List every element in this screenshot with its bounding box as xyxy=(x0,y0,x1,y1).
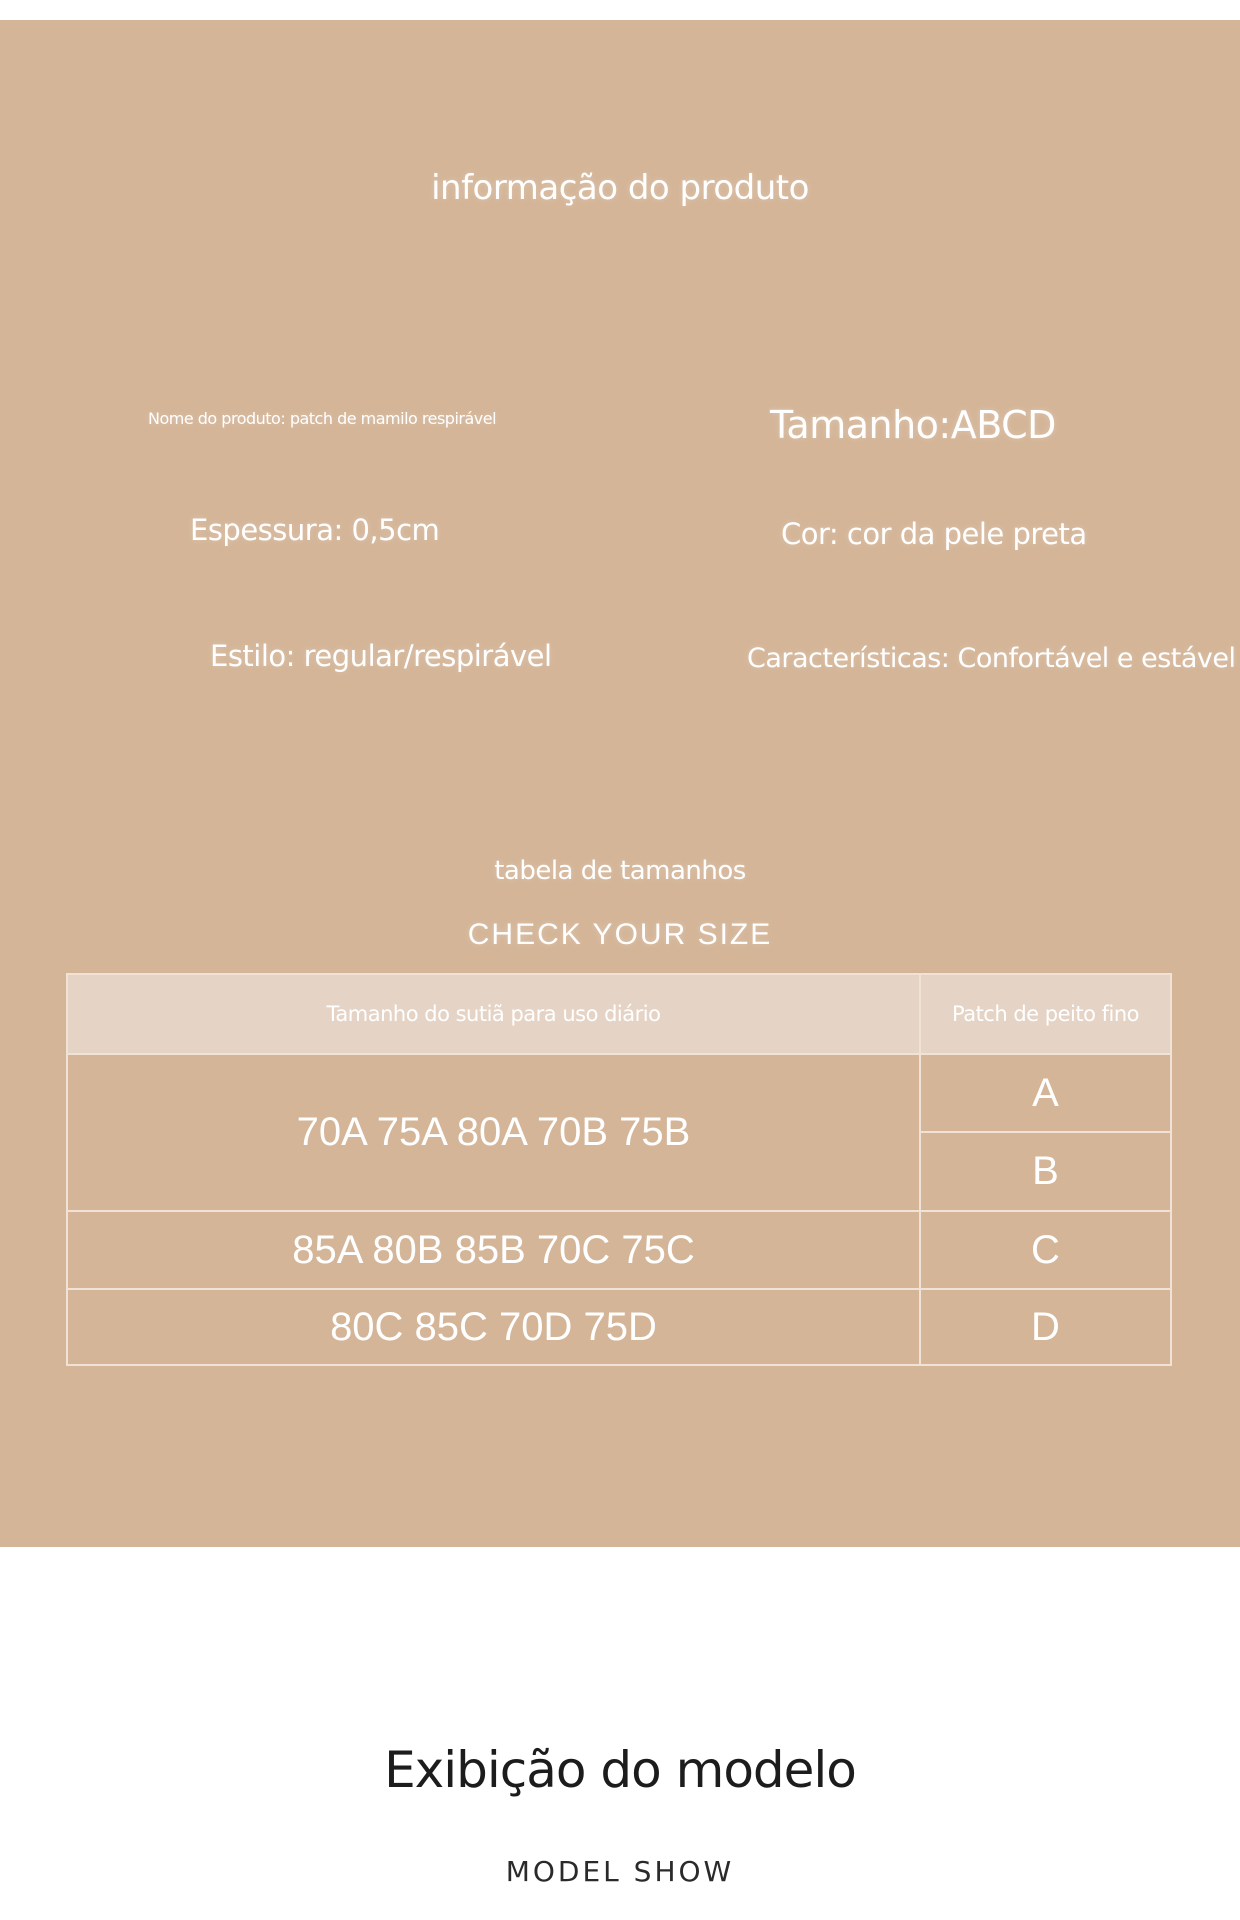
table-cell-bra-sizes: 80C 85C 70D 75D xyxy=(330,1304,657,1349)
size-table xyxy=(66,973,1172,1366)
product-size-spec: Tamanho:ABCD xyxy=(770,403,1056,447)
table-cell-patch: C xyxy=(1031,1227,1060,1272)
product-features-spec: Características: Confortável e estável xyxy=(747,643,1236,674)
product-info-panel xyxy=(0,20,1240,1547)
table-cell-patch: D xyxy=(1031,1304,1060,1349)
product-name-spec: Nome do produto: patch de mamilo respirável xyxy=(148,409,497,428)
table-cell-patch: B xyxy=(1032,1149,1059,1193)
product-color-spec: Cor: cor da pele preta xyxy=(781,517,1087,551)
table-header-patch: Patch de peito fino xyxy=(921,975,1170,1053)
table-header-bra-size: Tamanho do sutiã para uso diário xyxy=(68,975,919,1053)
table-divider xyxy=(68,1288,1170,1290)
product-style-spec: Estilo: regular/respirável xyxy=(210,639,552,673)
size-chart-title: tabela de tamanhos xyxy=(494,856,746,886)
product-thickness-spec: Espessura: 0,5cm xyxy=(190,513,440,547)
table-cell-patch: A xyxy=(1032,1070,1059,1115)
model-show-title: Exibição do modelo xyxy=(384,1741,856,1799)
model-show-subtitle: MODEL SHOW xyxy=(505,1855,735,1888)
table-divider xyxy=(68,1210,1170,1212)
table-divider xyxy=(68,1053,1170,1055)
product-info-title: informação do produto xyxy=(431,168,809,208)
table-cell-bra-sizes: 70A 75A 80A 70B 75B xyxy=(296,1110,691,1154)
size-chart-subtitle: CHECK YOUR SIZE xyxy=(467,918,773,951)
table-divider xyxy=(921,1131,1170,1133)
table-cell-bra-sizes: 85A 80B 85B 70C 75C xyxy=(292,1227,695,1272)
table-divider xyxy=(919,975,921,1364)
